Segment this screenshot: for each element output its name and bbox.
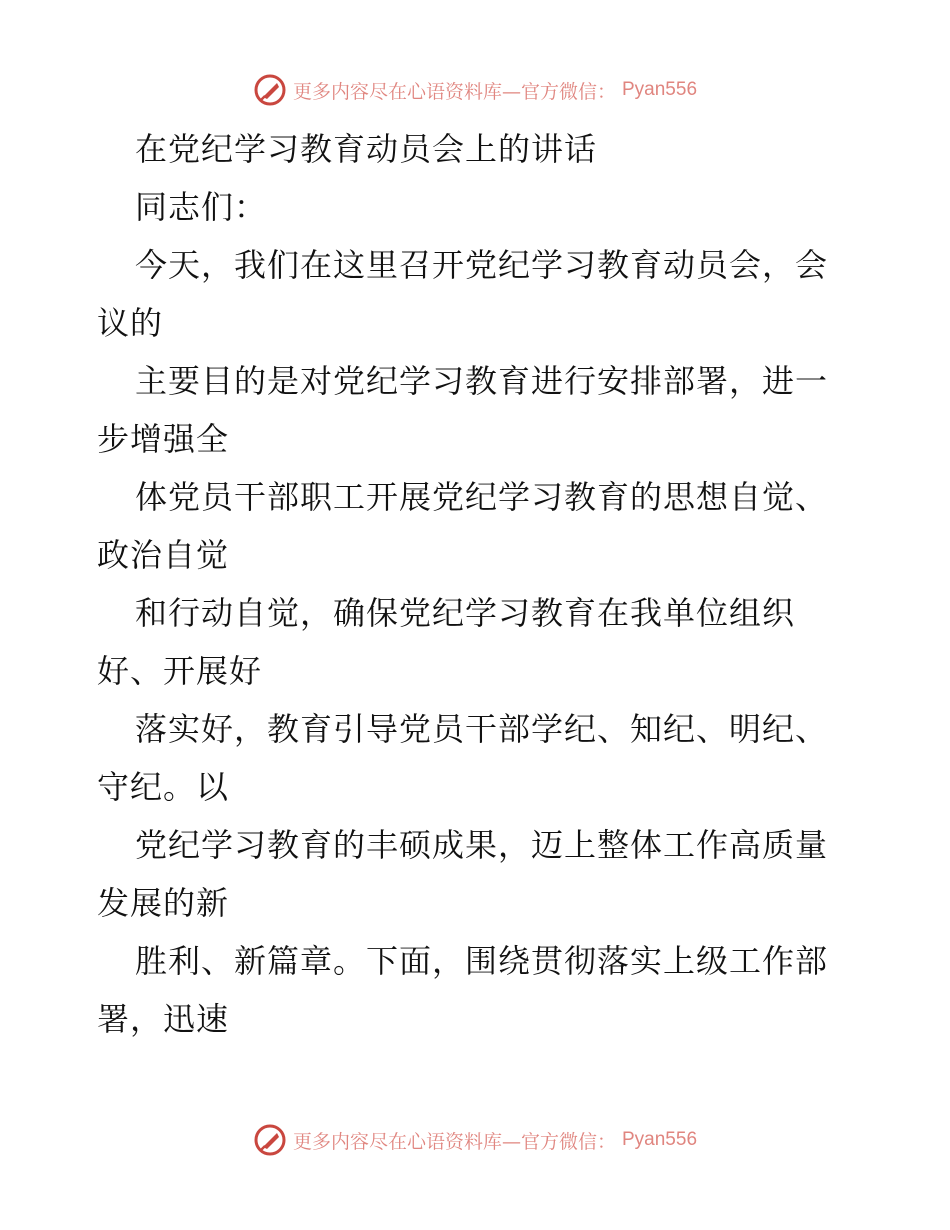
watermark-text: 更多内容尽在心语资料库—官方微信： — [292, 1130, 616, 1153]
quill-logo-icon — [253, 1123, 287, 1157]
text-line: 今天，我们在这里召开党纪学习教育动员会，会 — [135, 246, 829, 284]
text-line: 胜利、新篇章。下面，围绕贯彻落实上级工作部 — [135, 942, 829, 980]
document-body — [97, 120, 867, 1048]
watermark-wechat-id: Pyan556 — [622, 1129, 698, 1150]
text-line: 主要目的是对党纪学习教育进行安排部署，进一 — [135, 362, 829, 400]
quill-logo-icon — [253, 73, 287, 107]
text-line: 议的 — [97, 304, 164, 342]
header-watermark — [0, 70, 950, 110]
text-line: 署，迅速 — [97, 1000, 230, 1038]
paragraph — [97, 236, 867, 1048]
footer-watermark — [0, 1120, 950, 1160]
text-line: 政治自觉 — [97, 536, 230, 574]
document-title: 在党纪学习教育动员会上的讲话 — [135, 130, 598, 168]
text-line: 党纪学习教育的丰硕成果，迈上整体工作高质量 — [135, 826, 829, 864]
text-line: 守纪。以 — [97, 768, 230, 806]
text-line: 步增强全 — [97, 420, 230, 458]
text-line: 和行动自觉，确保党纪学习教育在我单位组织 — [135, 594, 796, 632]
text-line: 发展的新 — [97, 884, 230, 922]
text-line: 落实好，教育引导党员干部学纪、知纪、明纪、 — [135, 710, 829, 748]
watermark-text: 更多内容尽在心语资料库—官方微信： — [292, 80, 616, 103]
text-line: 好、开展好 — [97, 652, 263, 690]
watermark-wechat-id: Pyan556 — [622, 79, 698, 100]
salutation: 同志们： — [135, 188, 268, 226]
text-line: 体党员干部职工开展党纪学习教育的思想自觉、 — [135, 478, 829, 516]
